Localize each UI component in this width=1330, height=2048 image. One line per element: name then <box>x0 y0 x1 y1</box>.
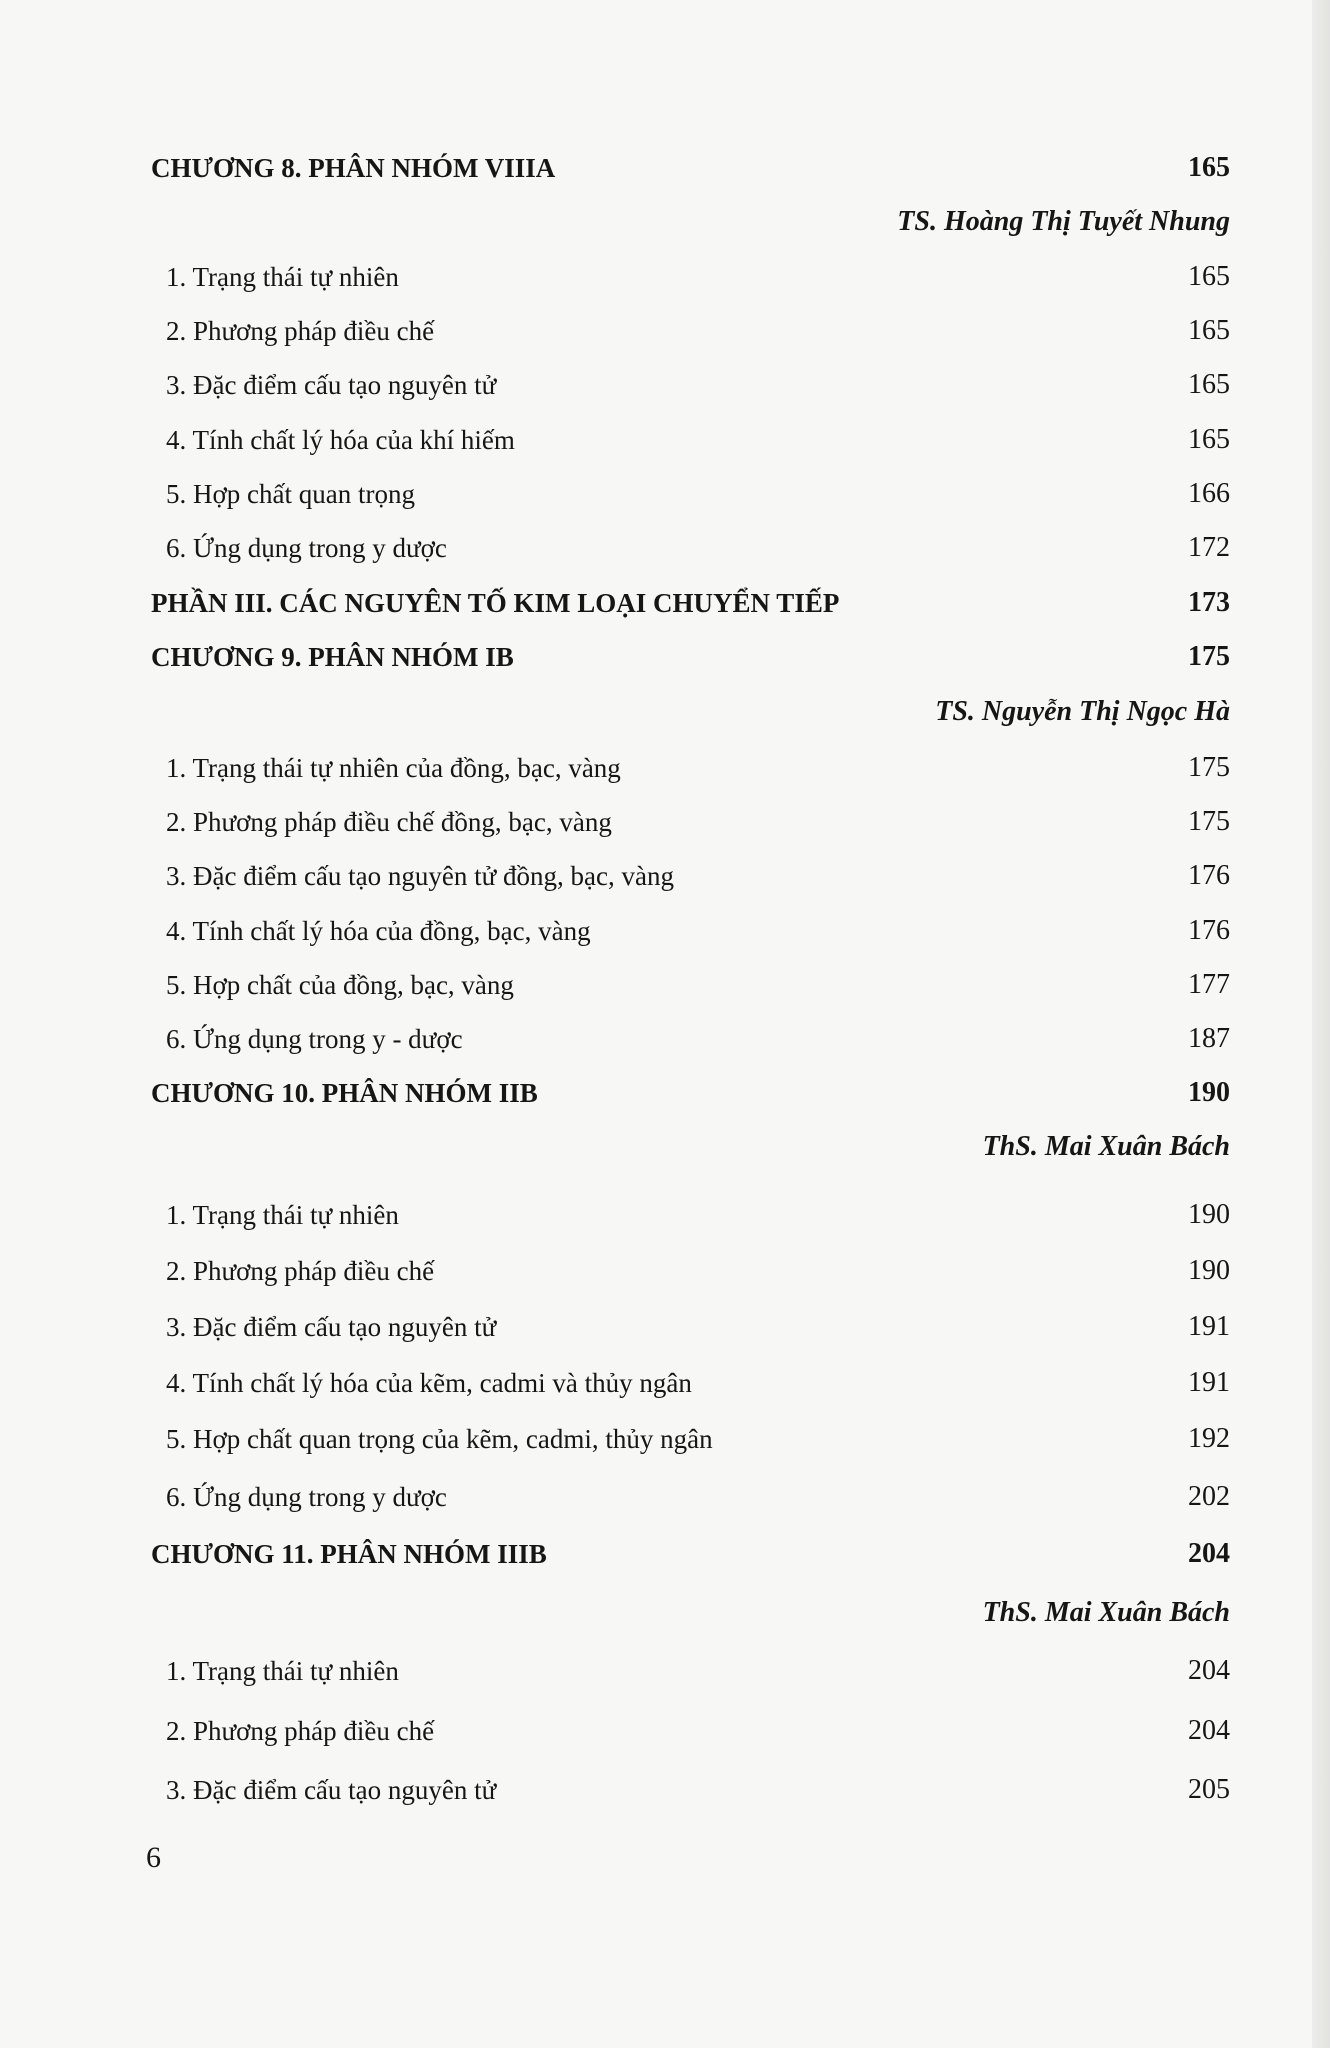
toc-entry-page: 177 <box>1188 969 1230 1000</box>
toc-entry-page: 175 <box>1188 752 1230 783</box>
toc-entry-page: 204 <box>1188 1655 1230 1686</box>
toc-entry-page: 173 <box>1188 587 1230 618</box>
toc-entry-page: 165 <box>1188 315 1230 346</box>
toc-item <box>0 311 1330 351</box>
toc-entry-title: 4. Tính chất lý hóa của đồng, bạc, vàng <box>166 916 591 946</box>
toc-entry-page: 191 <box>1188 1311 1230 1342</box>
toc-entry-title: CHƯƠNG 8. PHÂN NHÓM VIIIA <box>151 153 556 183</box>
toc-entry-page: 190 <box>1188 1255 1230 1286</box>
toc-entry-title: 3. Đặc điểm cấu tạo nguyên tử đồng, bạc, vàng <box>166 861 674 891</box>
toc-author-name: TS. Nguyễn Thị Ngọc Hà <box>935 696 1230 727</box>
toc-item <box>0 1307 1330 1347</box>
toc-entry-title: 3. Đặc điểm cấu tạo nguyên tử <box>166 370 497 400</box>
toc-entry-title: 5. Hợp chất của đồng, bạc, vàng <box>166 970 514 1000</box>
toc-entry-title: 4. Tính chất lý hóa của kẽm, cadmi và thủy ngân <box>166 1368 692 1398</box>
toc-item <box>0 1251 1330 1291</box>
toc-entry-title: 1. Trạng thái tự nhiên <box>166 262 399 292</box>
toc-entry-page: 205 <box>1188 1774 1230 1805</box>
toc-author-name: ThS. Mai Xuân Bách <box>982 1597 1230 1628</box>
toc-item <box>0 474 1330 514</box>
toc-entry-title: 5. Hợp chất quan trọng <box>166 479 415 509</box>
toc-entry-page: 176 <box>1188 860 1230 891</box>
toc-item <box>0 1363 1330 1403</box>
toc-item <box>0 1651 1330 1691</box>
toc-entry-page: 175 <box>1188 641 1230 672</box>
toc-entry-title: 3. Đặc điểm cấu tạo nguyên tử <box>166 1775 497 1805</box>
toc-chapter-heading <box>0 637 1330 677</box>
toc-entry-title: 6. Ứng dụng trong y - dược <box>166 1024 463 1054</box>
toc-entry-title: CHƯƠNG 11. PHÂN NHÓM IIIB <box>151 1539 547 1569</box>
toc-author <box>0 1127 1330 1167</box>
toc-entry-title: PHẦN III. CÁC NGUYÊN TỐ KIM LOẠI CHUYỂN TIẾP <box>151 588 840 618</box>
toc-entry-title: 1. Trạng thái tự nhiên của đồng, bạc, vàng <box>166 753 621 783</box>
toc-item <box>0 365 1330 405</box>
toc-entry-page: 191 <box>1188 1367 1230 1398</box>
toc-entry-title: CHƯƠNG 10. PHÂN NHÓM IIB <box>151 1078 538 1108</box>
toc-author <box>0 692 1330 732</box>
toc-author-name: ThS. Mai Xuân Bách <box>982 1131 1230 1162</box>
toc-author <box>0 202 1330 242</box>
toc-item <box>0 748 1330 788</box>
toc-entry-title: 6. Ứng dụng trong y dược <box>166 533 447 563</box>
toc-entry-page: 165 <box>1188 261 1230 292</box>
toc-entry-title: 2. Phương pháp điều chế <box>166 1256 435 1286</box>
toc-entry-title: 2. Phương pháp điều chế <box>166 316 435 346</box>
toc-part-heading <box>0 583 1330 623</box>
toc-item <box>0 856 1330 896</box>
toc-item <box>0 420 1330 460</box>
toc-chapter-heading <box>0 148 1330 188</box>
toc-entry-title: 2. Phương pháp điều chế đồng, bạc, vàng <box>166 807 612 837</box>
toc-item <box>0 1770 1330 1810</box>
toc-entry-page: 176 <box>1188 915 1230 946</box>
toc-entry-page: 204 <box>1188 1538 1230 1569</box>
toc-entry-page: 172 <box>1188 532 1230 563</box>
toc-entry-title: 3. Đặc điểm cấu tạo nguyên tử <box>166 1312 497 1342</box>
toc-entry-page: 192 <box>1188 1423 1230 1454</box>
toc-author <box>0 1593 1330 1633</box>
toc-entry-page: 202 <box>1188 1481 1230 1512</box>
toc-entry-title: 5. Hợp chất quan trọng của kẽm, cadmi, thủy ngân <box>166 1424 713 1454</box>
toc-entry-page: 175 <box>1188 806 1230 837</box>
toc-item <box>0 1477 1330 1517</box>
toc-item <box>0 911 1330 951</box>
toc-entry-title: CHƯƠNG 9. PHÂN NHÓM IB <box>151 642 514 672</box>
toc-entry-title: 6. Ứng dụng trong y dược <box>166 1482 447 1512</box>
toc-entry-page: 190 <box>1188 1077 1230 1108</box>
toc-item <box>0 1195 1330 1235</box>
toc-entry-page: 165 <box>1188 369 1230 400</box>
toc-entry-title: 4. Tính chất lý hóa của khí hiếm <box>166 425 515 455</box>
toc-item <box>0 1711 1330 1751</box>
toc-entry-page: 166 <box>1188 478 1230 509</box>
toc-chapter-heading <box>0 1534 1330 1574</box>
page-number: 6 <box>146 1841 161 1874</box>
toc-entry-page: 204 <box>1188 1715 1230 1746</box>
toc-chapter-heading <box>0 1073 1330 1113</box>
toc-item <box>0 528 1330 568</box>
toc-entry-title: 2. Phương pháp điều chế <box>166 1716 435 1746</box>
toc-item <box>0 965 1330 1005</box>
toc-entry-title: 1. Trạng thái tự nhiên <box>166 1656 399 1686</box>
toc-entry-page: 165 <box>1188 424 1230 455</box>
toc-author-name: TS. Hoàng Thị Tuyết Nhung <box>897 206 1230 237</box>
toc-entry-title: 1. Trạng thái tự nhiên <box>166 1200 399 1230</box>
toc-item <box>0 257 1330 297</box>
toc-entry-page: 190 <box>1188 1199 1230 1230</box>
toc-entry-page: 165 <box>1188 152 1230 183</box>
toc-item <box>0 1019 1330 1059</box>
toc-entry-page: 187 <box>1188 1023 1230 1054</box>
toc-item <box>0 1419 1330 1459</box>
toc-item <box>0 802 1330 842</box>
